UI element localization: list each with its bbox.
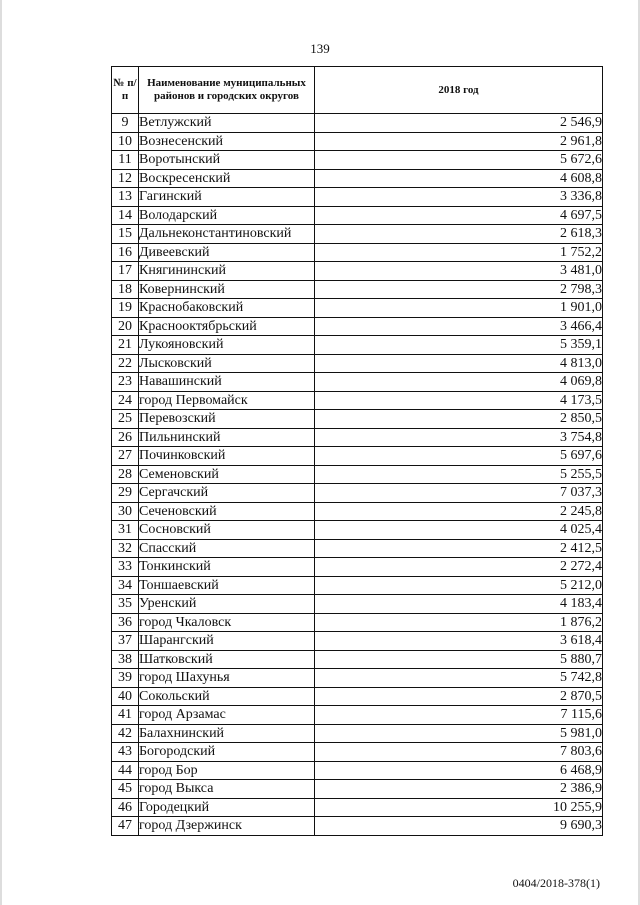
municipality-name: Уренский <box>139 595 315 614</box>
municipality-name: Богородский <box>139 743 315 762</box>
table-row <box>112 687 603 706</box>
row-number: 22 <box>112 354 139 373</box>
row-number: 42 <box>112 724 139 743</box>
municipality-name: Сокольский <box>139 687 315 706</box>
municipality-name: Дивеевский <box>139 243 315 262</box>
municipality-name: Перевозский <box>139 410 315 429</box>
value-2018: 3 481,0 <box>315 262 603 281</box>
row-number: 38 <box>112 650 139 669</box>
row-number: 28 <box>112 465 139 484</box>
row-number: 40 <box>112 687 139 706</box>
table-row <box>112 650 603 669</box>
value-2018: 2 546,9 <box>315 114 603 133</box>
table-header-row <box>112 67 603 114</box>
row-number: 32 <box>112 539 139 558</box>
municipality-name: Ветлужский <box>139 114 315 133</box>
municipality-name: Навашинский <box>139 373 315 392</box>
header-year: 2018 год <box>315 67 603 114</box>
table-row <box>112 521 603 540</box>
row-number: 16 <box>112 243 139 262</box>
row-number: 13 <box>112 188 139 207</box>
table-row <box>112 761 603 780</box>
municipality-name: Шатковский <box>139 650 315 669</box>
row-number: 25 <box>112 410 139 429</box>
value-2018: 1 876,2 <box>315 613 603 632</box>
value-2018: 4 608,8 <box>315 169 603 188</box>
municipality-name: Семеновский <box>139 465 315 484</box>
municipality-name: город Дзержинск <box>139 817 315 836</box>
municipality-name: Балахнинский <box>139 724 315 743</box>
table-row <box>112 780 603 799</box>
row-number: 12 <box>112 169 139 188</box>
table-row <box>112 114 603 133</box>
table-row <box>112 428 603 447</box>
table-row <box>112 151 603 170</box>
table-row <box>112 465 603 484</box>
table-row <box>112 502 603 521</box>
row-number: 14 <box>112 206 139 225</box>
value-2018: 2 870,5 <box>315 687 603 706</box>
row-number: 33 <box>112 558 139 577</box>
value-2018: 4 025,4 <box>315 521 603 540</box>
table-row <box>112 632 603 651</box>
row-number: 43 <box>112 743 139 762</box>
row-number: 19 <box>112 299 139 318</box>
table-row <box>112 576 603 595</box>
row-number: 21 <box>112 336 139 355</box>
municipality-name: Володарский <box>139 206 315 225</box>
document-code: 0404/2018-378(1) <box>512 876 600 890</box>
municipality-name: Дальнеконстантиновский <box>139 225 315 244</box>
table-row <box>112 373 603 392</box>
value-2018: 7 803,6 <box>315 743 603 762</box>
value-2018: 9 690,3 <box>315 817 603 836</box>
value-2018: 1 752,2 <box>315 243 603 262</box>
row-number: 35 <box>112 595 139 614</box>
table-row <box>112 280 603 299</box>
municipality-name: город Чкаловск <box>139 613 315 632</box>
municipality-name: Ковернинский <box>139 280 315 299</box>
municipality-name: Краснооктябрьский <box>139 317 315 336</box>
municipality-name: Княгининский <box>139 262 315 281</box>
municipality-name: Тонкинский <box>139 558 315 577</box>
value-2018: 10 255,9 <box>315 798 603 817</box>
row-number: 24 <box>112 391 139 410</box>
table-row <box>112 391 603 410</box>
value-2018: 5 880,7 <box>315 650 603 669</box>
table-row <box>112 262 603 281</box>
value-2018: 5 742,8 <box>315 669 603 688</box>
municipality-name: город Выкса <box>139 780 315 799</box>
page-number: 139 <box>310 41 330 56</box>
value-2018: 4 697,5 <box>315 206 603 225</box>
table-row <box>112 410 603 429</box>
value-2018: 2 412,5 <box>315 539 603 558</box>
municipality-name: Городецкий <box>139 798 315 817</box>
row-number: 23 <box>112 373 139 392</box>
table-row <box>112 225 603 244</box>
table-row <box>112 484 603 503</box>
value-2018: 1 901,0 <box>315 299 603 318</box>
row-number: 27 <box>112 447 139 466</box>
value-2018: 5 981,0 <box>315 724 603 743</box>
municipality-name: Спасский <box>139 539 315 558</box>
table-row <box>112 447 603 466</box>
row-number: 18 <box>112 280 139 299</box>
municipality-name: город Шахунья <box>139 669 315 688</box>
value-2018: 4 813,0 <box>315 354 603 373</box>
municipality-name: город Первомайск <box>139 391 315 410</box>
value-2018: 2 961,8 <box>315 132 603 151</box>
table-row <box>112 206 603 225</box>
value-2018: 4 069,8 <box>315 373 603 392</box>
value-2018: 3 336,8 <box>315 188 603 207</box>
value-2018: 5 212,0 <box>315 576 603 595</box>
value-2018: 2 618,3 <box>315 225 603 244</box>
table-row <box>112 743 603 762</box>
municipality-name: Вознесенский <box>139 132 315 151</box>
table-row <box>112 798 603 817</box>
row-number: 37 <box>112 632 139 651</box>
row-number: 36 <box>112 613 139 632</box>
table-row <box>112 724 603 743</box>
row-number: 34 <box>112 576 139 595</box>
table-row <box>112 336 603 355</box>
row-number: 9 <box>112 114 139 133</box>
table-row <box>112 539 603 558</box>
municipality-name: Сосновский <box>139 521 315 540</box>
row-number: 30 <box>112 502 139 521</box>
table-row <box>112 669 603 688</box>
table-body <box>112 114 603 836</box>
value-2018: 2 272,4 <box>315 558 603 577</box>
row-number: 11 <box>112 151 139 170</box>
value-2018: 3 466,4 <box>315 317 603 336</box>
value-2018: 3 618,4 <box>315 632 603 651</box>
municipality-name: Гагинский <box>139 188 315 207</box>
header-num: № п/п <box>112 67 139 114</box>
municipality-name: Шарангский <box>139 632 315 651</box>
municipality-name: Краснобаковский <box>139 299 315 318</box>
municipality-name: город Бор <box>139 761 315 780</box>
table-row <box>112 317 603 336</box>
value-2018: 5 672,6 <box>315 151 603 170</box>
row-number: 45 <box>112 780 139 799</box>
table-row <box>112 817 603 836</box>
value-2018: 6 468,9 <box>315 761 603 780</box>
municipality-name: Лысковский <box>139 354 315 373</box>
row-number: 15 <box>112 225 139 244</box>
municipality-name: Сергачский <box>139 484 315 503</box>
value-2018: 2 798,3 <box>315 280 603 299</box>
value-2018: 3 754,8 <box>315 428 603 447</box>
value-2018: 2 245,8 <box>315 502 603 521</box>
value-2018: 5 697,6 <box>315 447 603 466</box>
municipality-name: город Арзамас <box>139 706 315 725</box>
municipality-name: Починковский <box>139 447 315 466</box>
value-2018: 4 183,4 <box>315 595 603 614</box>
municipality-name: Воскресенский <box>139 169 315 188</box>
row-number: 47 <box>112 817 139 836</box>
table-row <box>112 132 603 151</box>
scan-edge-left <box>0 0 2 905</box>
value-2018: 7 037,3 <box>315 484 603 503</box>
row-number: 39 <box>112 669 139 688</box>
table-row <box>112 188 603 207</box>
municipality-name: Лукояновский <box>139 336 315 355</box>
municipality-name: Тоншаевский <box>139 576 315 595</box>
row-number: 26 <box>112 428 139 447</box>
row-number: 41 <box>112 706 139 725</box>
row-number: 20 <box>112 317 139 336</box>
row-number: 31 <box>112 521 139 540</box>
value-2018: 5 255,5 <box>315 465 603 484</box>
table-row <box>112 595 603 614</box>
row-number: 46 <box>112 798 139 817</box>
table-row <box>112 169 603 188</box>
row-number: 10 <box>112 132 139 151</box>
municipality-name: Пильнинский <box>139 428 315 447</box>
table-row <box>112 706 603 725</box>
row-number: 44 <box>112 761 139 780</box>
row-number: 29 <box>112 484 139 503</box>
municipality-name: Сеченовский <box>139 502 315 521</box>
data-table <box>111 66 603 836</box>
value-2018: 7 115,6 <box>315 706 603 725</box>
table-row <box>112 558 603 577</box>
header-name: Наименование муниципальных районов и городских округов <box>139 67 315 114</box>
table-row <box>112 613 603 632</box>
row-number: 17 <box>112 262 139 281</box>
value-2018: 2 386,9 <box>315 780 603 799</box>
value-2018: 2 850,5 <box>315 410 603 429</box>
table-row <box>112 243 603 262</box>
value-2018: 5 359,1 <box>315 336 603 355</box>
municipality-name: Воротынский <box>139 151 315 170</box>
table-row <box>112 299 603 318</box>
value-2018: 4 173,5 <box>315 391 603 410</box>
table-row <box>112 354 603 373</box>
